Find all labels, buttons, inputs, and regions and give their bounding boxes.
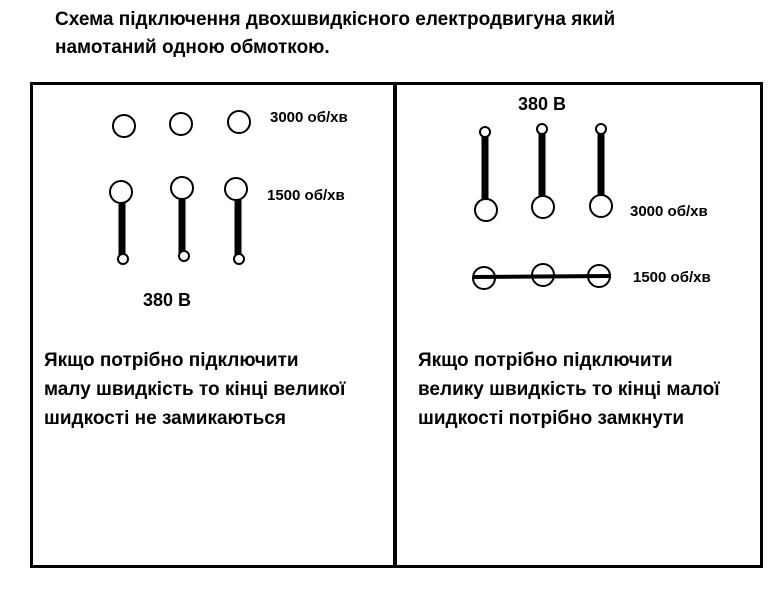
right-supply-point-2 <box>537 124 547 134</box>
right-short-bar <box>473 276 611 277</box>
title-line-2: намотаний одною обмоткою. <box>55 37 330 58</box>
right-note-line-2: велику швидкість то кінці малої <box>418 379 720 400</box>
left-voltage-label: 380 В <box>143 290 192 310</box>
left-top-terminal-3 <box>228 111 250 133</box>
right-top-terminal-1 <box>475 199 497 221</box>
right-note-line-3: шидкості потрібно замкнути <box>418 408 685 429</box>
left-supply-point-1 <box>118 254 128 264</box>
right-label-1500: 1500 об/хв <box>633 269 711 286</box>
left-top-terminals <box>113 111 250 137</box>
right-top-terminal-2 <box>532 196 554 218</box>
right-note-line-1: Якщо потрібно підключити <box>418 350 673 371</box>
left-note-line-3: шидкості не замикаються <box>44 408 286 429</box>
left-label-3000: 3000 об/хв <box>270 109 348 126</box>
left-top-terminal-2 <box>170 113 192 135</box>
right-supply-point-3 <box>596 124 606 134</box>
right-top-terminals <box>475 124 612 221</box>
left-note-line-2: малу швидкість то кінці великої <box>44 379 346 400</box>
left-bottom-terminal-1 <box>110 181 132 203</box>
right-label-3000: 3000 об/хв <box>630 203 708 220</box>
right-top-terminal-3 <box>590 195 612 217</box>
right-voltage-label: 380 В <box>518 94 567 114</box>
right-note <box>418 346 720 433</box>
left-bottom-terminal-3 <box>225 178 247 200</box>
right-bottom-terminals <box>473 264 611 289</box>
left-bottom-terminals <box>110 177 247 264</box>
left-label-1500: 1500 об/хв <box>267 187 345 204</box>
right-supply-point-1 <box>480 127 490 137</box>
left-supply-point-2 <box>179 251 189 261</box>
left-note-line-1: Якщо потрібно підключити <box>44 350 299 371</box>
left-supply-point-3 <box>234 254 244 264</box>
left-note <box>44 346 345 433</box>
left-top-terminal-1 <box>113 115 135 137</box>
title-line-1: Схема підключення двохшвидкісного електродвигуна який <box>55 9 616 30</box>
left-bottom-terminal-2 <box>171 177 193 199</box>
